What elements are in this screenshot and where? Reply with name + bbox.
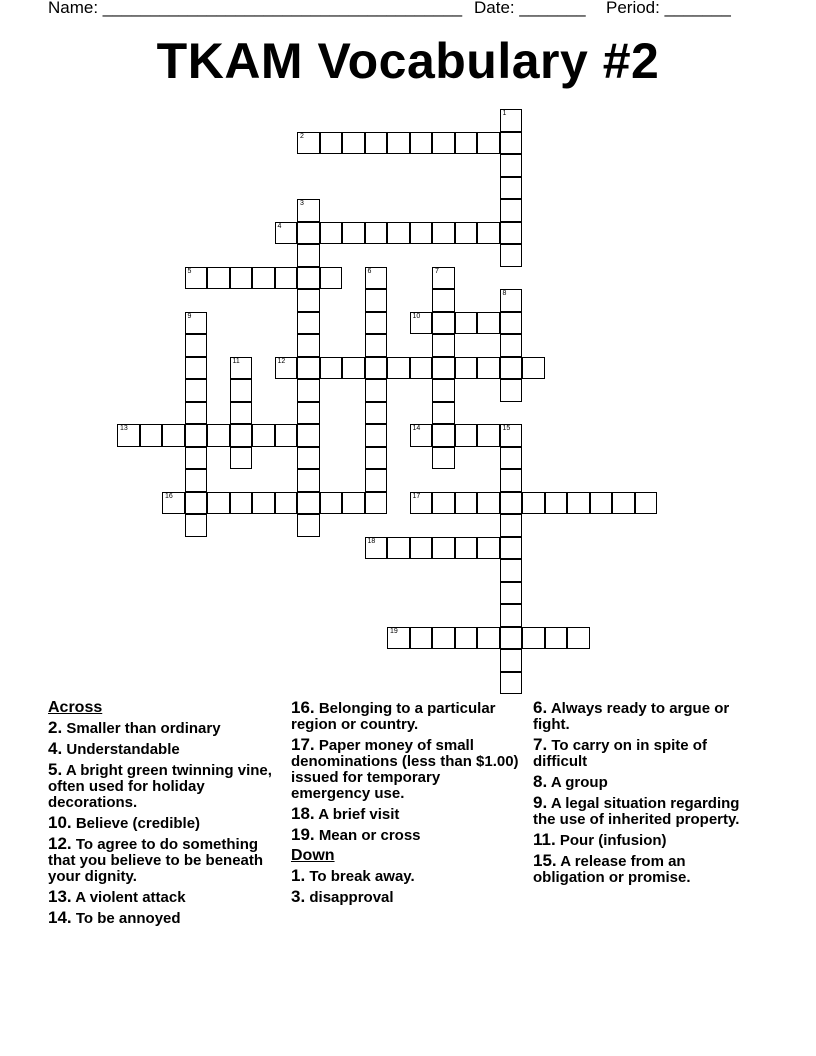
grid-cell[interactable] [342,357,365,380]
down-heading: Down [291,847,335,864]
across-heading: Across [48,699,103,716]
grid-cell[interactable] [635,492,658,515]
grid-cell[interactable] [230,379,253,402]
grid-cell[interactable] [500,109,523,132]
grid-cell[interactable] [432,424,455,447]
grid-cell[interactable] [500,559,523,582]
grid-cell[interactable] [365,267,388,290]
grid-cell[interactable] [432,222,455,245]
grid-cell[interactable] [275,267,298,290]
grid-cell[interactable] [297,379,320,402]
grid-cell[interactable] [410,132,433,155]
grid-cell[interactable] [297,469,320,492]
grid-cell[interactable] [252,492,275,515]
clue-number: 5 [187,267,192,275]
clues-column-2 [291,700,519,910]
clue-number: 3 [300,200,304,207]
grid-cell[interactable] [432,267,455,290]
grid-cell[interactable] [455,627,478,650]
grid-cell[interactable] [455,357,478,380]
grid-cell[interactable] [410,627,433,650]
grid-cell[interactable] [320,267,343,290]
grid-cell[interactable] [230,267,253,290]
clue-across-19: 19. Mean or cross [291,825,421,844]
grid-cell[interactable] [387,132,410,155]
grid-cell[interactable] [432,447,455,470]
grid-cell[interactable] [500,357,523,380]
clue-number: 6 [367,267,372,275]
clue-across-16: 16. Belonging to a particular region or country. [291,698,496,733]
page-title: TKAM Vocabulary #2 [156,33,660,89]
grid-cell[interactable] [477,424,500,447]
clue-number: 17 [412,492,421,500]
grid-cell[interactable] [477,627,500,650]
clues-column-3 [533,700,761,890]
grid-cell[interactable] [500,582,523,605]
grid-cell[interactable] [185,469,208,492]
grid-cell[interactable] [185,379,208,402]
clue-across-4: 4. Understandable [48,739,180,758]
grid-cell[interactable] [477,537,500,560]
clue-number: 11 [232,357,240,365]
grid-cell[interactable] [477,357,500,380]
grid-cell[interactable] [387,537,410,560]
grid-cell[interactable] [545,627,568,650]
clue-number: 1 [502,110,507,117]
clue-down-1: 1. To break away. [291,866,415,885]
grid-cell[interactable] [522,492,545,515]
grid-cell[interactable] [230,492,253,515]
clue-number: 8 [502,290,507,297]
clue-down-3: 3. disapproval [291,887,394,906]
grid-cell[interactable] [230,357,253,380]
grid-cell[interactable] [500,289,523,312]
grid-cell[interactable] [500,132,523,155]
grid-cell[interactable] [432,402,455,425]
clue-across-17: 17. Paper money of small denominations (less than $1.00) issued for temporary emergency use. [291,735,519,802]
grid-cell[interactable] [297,132,320,155]
clue-number: 7 [435,267,439,275]
grid-cell[interactable] [185,492,208,515]
grid-cell[interactable] [365,289,388,312]
grid-cell[interactable] [297,447,320,470]
name-field[interactable]: Name: ______________________________________ [48,0,463,17]
clue-down-9: 9. A legal situation regarding the use of inherited property. [533,793,740,828]
clue-down-6: 6. Always ready to argue or fight. [533,698,730,733]
grid-cell[interactable] [185,402,208,425]
grid-cell[interactable] [297,312,320,335]
grid-cell[interactable] [342,132,365,155]
grid-cell[interactable] [500,604,523,627]
grid-cell[interactable] [365,402,388,425]
grid-cell[interactable] [432,379,455,402]
grid-cell[interactable] [477,312,500,335]
grid-cell[interactable] [297,267,320,290]
grid-cell[interactable] [365,537,388,560]
grid-cell[interactable] [185,424,208,447]
grid-cell[interactable] [297,222,320,245]
grid-cell[interactable] [500,222,523,245]
grid-cell[interactable] [432,492,455,515]
grid-cell[interactable] [297,357,320,380]
grid-cell[interactable] [297,424,320,447]
grid-cell[interactable] [365,132,388,155]
grid-cell[interactable] [500,627,523,650]
clue-number: 12 [277,357,286,365]
grid-cell[interactable] [162,424,185,447]
grid-cell[interactable] [365,334,388,357]
grid-cell[interactable] [320,492,343,515]
clue-across-10: 10. Believe (credible) [48,813,201,832]
grid-cell[interactable] [297,402,320,425]
grid-cell[interactable] [185,514,208,537]
clue-number: 13 [120,425,128,432]
clue-down-11: 11. Pour (infusion) [533,830,667,849]
grid-cell[interactable] [500,379,523,402]
grid-cell[interactable] [432,357,455,380]
grid-cell[interactable] [432,289,455,312]
grid-cell[interactable] [297,289,320,312]
grid-cell[interactable] [567,627,590,650]
grid-cell[interactable] [455,492,478,515]
grid-cell[interactable] [365,222,388,245]
grid-cell[interactable] [567,492,590,515]
grid-cell[interactable] [252,267,275,290]
grid-cell[interactable] [230,402,253,425]
grid-cell[interactable] [162,492,185,515]
grid-cell[interactable] [477,492,500,515]
grid-cell[interactable] [320,132,343,155]
grid-cell[interactable] [500,469,523,492]
clue-number: 14 [412,425,421,432]
grid-cell[interactable] [275,357,298,380]
grid-cell[interactable] [365,469,388,492]
grid-cell[interactable] [410,312,433,335]
period-field[interactable]: Period: _______ [606,0,731,17]
grid-cell[interactable] [297,244,320,267]
grid-cell[interactable] [432,627,455,650]
grid-cell[interactable] [117,424,140,447]
clue-down-7: 7. To carry on in spite of difficult [533,735,707,770]
grid-cell[interactable] [432,334,455,357]
grid-cell[interactable] [500,649,523,672]
grid-cell[interactable] [185,312,208,335]
grid-cell[interactable] [500,312,523,335]
grid-cell[interactable] [185,334,208,357]
clue-number: 10 [412,312,421,320]
grid-cell[interactable] [230,424,253,447]
clue-across-2: 2. Smaller than ordinary [48,718,221,737]
grid-cell[interactable] [500,199,523,222]
grid-cell[interactable] [410,492,433,515]
grid-cell[interactable] [500,177,523,200]
grid-cell[interactable] [500,514,523,537]
grid-cell[interactable] [387,627,410,650]
grid-cell[interactable] [365,312,388,335]
grid-cell[interactable] [342,222,365,245]
grid-cell[interactable] [500,492,523,515]
grid-cell[interactable] [590,492,613,515]
clue-across-5: 5. A bright green twinning vine, often used for holiday decorations. [48,760,272,811]
grid-cell[interactable] [320,357,343,380]
clue-down-15: 15. A release from an obligation or promise. [533,851,691,886]
grid-cell[interactable] [500,672,523,695]
grid-cell[interactable] [410,357,433,380]
grid-cell[interactable] [612,492,635,515]
grid-cell[interactable] [297,492,320,515]
grid-cell[interactable] [432,537,455,560]
grid-cell[interactable] [140,424,163,447]
grid-cell[interactable] [252,424,275,447]
grid-cell[interactable] [545,492,568,515]
clue-number: 4 [277,222,282,230]
grid-cell[interactable] [275,424,298,447]
grid-cell[interactable] [522,627,545,650]
grid-cell[interactable] [207,267,230,290]
date-field[interactable]: Date: _______ [474,0,586,17]
grid-cell[interactable] [477,132,500,155]
grid-cell[interactable] [365,447,388,470]
grid-cell[interactable] [410,222,433,245]
grid-cell[interactable] [455,312,478,335]
grid-cell[interactable] [410,537,433,560]
grid-cell[interactable] [500,244,523,267]
clues-column-1 [48,700,276,931]
grid-cell[interactable] [230,447,253,470]
grid-cell[interactable] [500,334,523,357]
grid-cell[interactable] [342,492,365,515]
grid-cell[interactable] [455,222,478,245]
grid-cell[interactable] [185,267,208,290]
grid-cell[interactable] [365,492,388,515]
grid-cell[interactable] [275,222,298,245]
clue-across-13: 13. A violent attack [48,887,186,906]
grid-cell[interactable] [432,132,455,155]
clue-number: 18 [367,537,376,545]
grid-cell[interactable] [185,447,208,470]
clue-number: 15 [502,425,511,432]
grid-cell[interactable] [455,537,478,560]
grid-cell[interactable] [455,132,478,155]
grid-cell[interactable] [410,424,433,447]
grid-cell[interactable] [207,492,230,515]
grid-cell[interactable] [275,492,298,515]
clue-number: 9 [187,312,192,320]
grid-cell[interactable] [455,424,478,447]
grid-cell[interactable] [365,424,388,447]
clue-down-8: 8. A group [533,772,608,791]
grid-cell[interactable] [185,357,208,380]
clue-across-14: 14. To be annoyed [48,908,181,927]
grid-cell[interactable] [387,222,410,245]
grid-cell[interactable] [477,222,500,245]
grid-cell[interactable] [297,199,320,222]
clue-number: 2 [300,132,304,140]
grid-cell[interactable] [365,357,388,380]
grid-cell[interactable] [207,424,230,447]
grid-cell[interactable] [500,154,523,177]
clue-across-12: 12. To agree to do something that you believe to be beneath your dignity. [48,834,264,885]
clue-number: 16 [165,492,173,500]
grid-cell[interactable] [320,222,343,245]
grid-cell[interactable] [297,514,320,537]
grid-cell[interactable] [500,447,523,470]
grid-cell[interactable] [387,357,410,380]
grid-cell[interactable] [365,379,388,402]
grid-cell[interactable] [522,357,545,380]
clue-across-18: 18. A brief visit [291,804,400,823]
grid-cell[interactable] [500,424,523,447]
clue-number: 19 [390,627,398,635]
grid-cell[interactable] [500,537,523,560]
grid-cell[interactable] [432,312,455,335]
grid-cell[interactable] [297,334,320,357]
